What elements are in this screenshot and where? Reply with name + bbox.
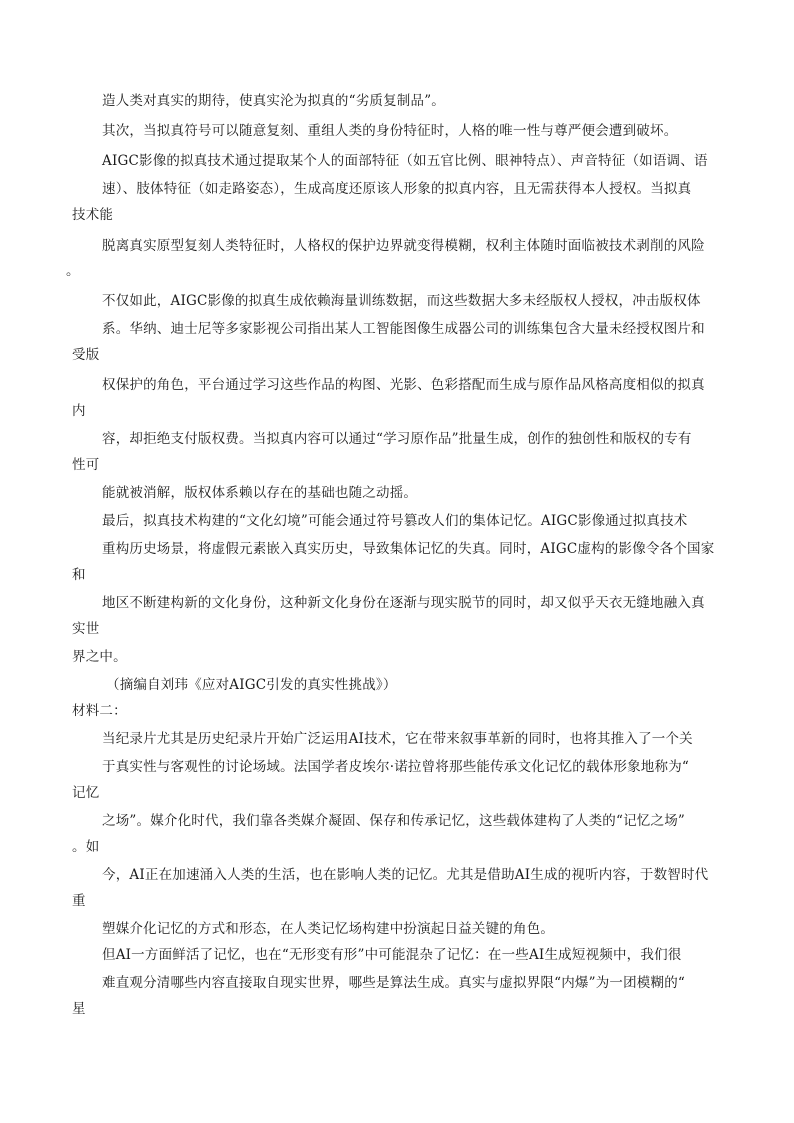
text-line: 造人类对真实的期待，使真实沦为拟真的“劣质复制品”。	[102, 93, 446, 109]
text-line: 星	[72, 1001, 86, 1017]
text-line: 速）、肢体特征（如走路姿态），生成高度还原该人形象的拟真内容，且无需获得本人授权。当拟真	[102, 181, 692, 197]
text-line: 受版	[72, 347, 100, 363]
text-line: 能就被消解，版权体系赖以存在的基础也随之动摇。	[102, 485, 418, 501]
text-line: 当纪录片尤其是历史纪录片开始广泛运用AI技术，它在带来叙事革新的同时，也将其推入了一个关	[102, 731, 693, 747]
text-line: 容，却拒绝支付版权费。当拟真内容可以通过“学习原作品”批量生成，创作的独创性和版权的专有	[102, 431, 692, 447]
text-line: 。	[66, 263, 80, 279]
text-line: 重构历史场景，将虚假元素嵌入真实历史，导致集体记忆的失真。同时，AIGC虚构的影像令各个国家	[102, 541, 715, 557]
text-line: 脱离真实原型复刻人类特征时，人格权的保护边界就变得模糊，权利主体随时面临被技术剥削的风险	[102, 238, 705, 254]
source-citation: （摘编自刘玮《应对AIGC引发的真实性挑战》）	[106, 677, 397, 693]
text-line: 于真实性与客观性的讨论场域。法国学者皮埃尔·诺拉曾将那些能传承文化记忆的载体形象地称为“	[102, 759, 689, 775]
text-line: 性可	[72, 457, 100, 473]
text-line: 内	[72, 403, 86, 419]
text-line: 权保护的角色，平台通过学习这些作品的构图、光影、色彩搭配而生成与原作品风格高度相似的拟真	[102, 377, 705, 393]
text-line: 记忆	[72, 785, 100, 801]
text-line: 系。华纳、迪士尼等多家影视公司指出某人工智能图像生成器公司的训练集包含大量未经授权图片和	[102, 321, 705, 337]
text-line: 最后，拟真技术构建的“文化幻境”可能会通过符号篡改人们的集体记忆。AIGC影像通过拟真技术	[102, 513, 688, 529]
text-line: 重	[72, 893, 86, 909]
text-line: 地区不断建构新的文化身份，这种新文化身份在逐渐与现实脱节的同时，却又似乎天衣无缝地融入真	[102, 595, 705, 611]
text-line: 其次，当拟真符号可以随意复刻、重组人类的身份特征时，人格的唯一性与尊严便会遭到破坏。	[102, 123, 678, 139]
text-line: 实世	[72, 621, 100, 637]
text-line: 不仅如此，AIGC影像的拟真生成依赖海量训练数据，而这些数据大多未经版权人授权，冲击版权体	[102, 293, 701, 309]
section-heading: 材料二：	[72, 703, 127, 719]
text-line: 难直观分清哪些内容直接取自现实世界，哪些是算法生成。真实与虚拟界限“内爆”为一团模糊的“	[102, 975, 686, 991]
text-line: 塑媒介化记忆的方式和形态，在人类记忆场构建中扮演起日益关键的角色。	[102, 921, 555, 937]
text-line: 之场”。媒介化时代，我们靠各类媒介凝固、保存和传承记忆，这些载体建构了人类的“记忆之场”	[102, 813, 686, 829]
text-line: 但AI一方面鲜活了记忆，也在“无形变有形”中可能混杂了记忆：在一些AI生成短视频中，我们很	[102, 947, 682, 963]
text-line: 今，AI正在加速涌入人类的生活，也在影响人类的记忆。尤其是借助AI生成的视听内容，于数智时代	[102, 867, 709, 883]
text-line: 。如	[72, 839, 100, 855]
text-line: 技术能	[72, 207, 114, 223]
text-line: 界之中。	[72, 649, 127, 665]
text-line: 和	[72, 567, 86, 583]
text-line: AIGC影像的拟真技术通过提取某个人的面部特征（如五官比例、眼神特点）、声音特征（如语调、语	[102, 153, 708, 169]
